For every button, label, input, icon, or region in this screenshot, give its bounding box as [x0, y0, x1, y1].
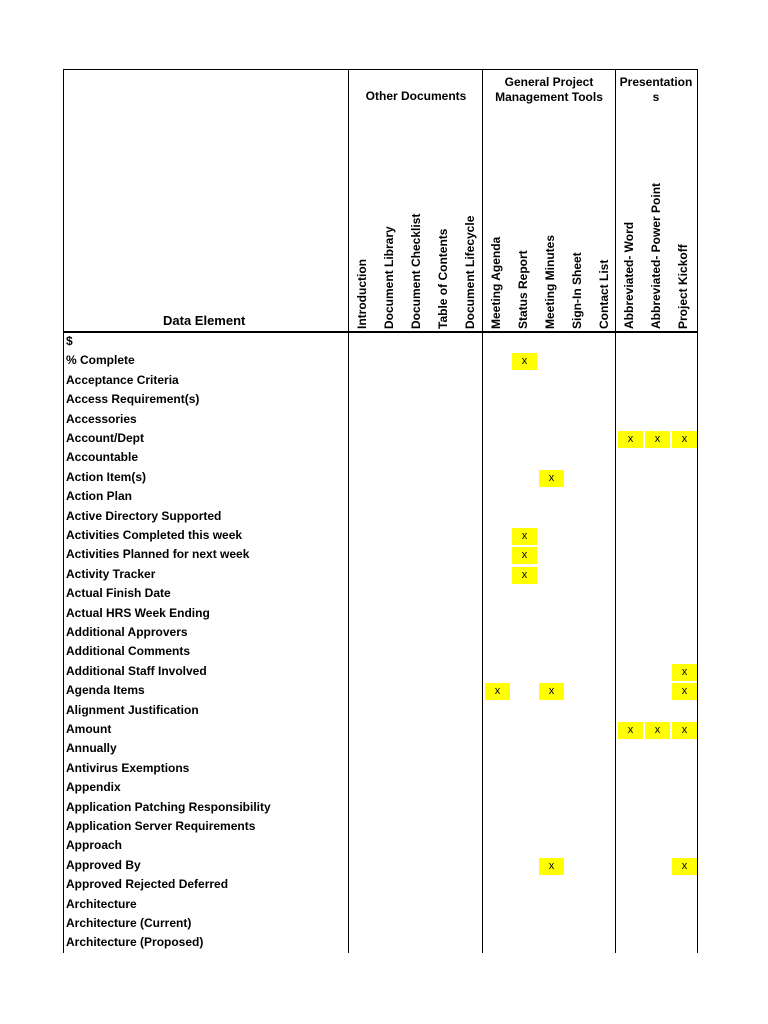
- mark-cell: x: [512, 567, 537, 584]
- row-label: Annually: [66, 741, 117, 756]
- mark-cell: x: [539, 858, 564, 875]
- row-label: Approved By: [66, 857, 141, 872]
- mark-cell: x: [672, 664, 697, 681]
- mark-cell: x: [512, 528, 537, 545]
- right-border: [697, 69, 698, 953]
- row-label: Active Directory Supported: [66, 508, 222, 523]
- row-label: Antivirus Exemptions: [66, 760, 190, 775]
- group-divider: [615, 69, 616, 953]
- mark-cell: x: [512, 547, 537, 564]
- column-header: Document Library: [382, 226, 396, 329]
- row-label: Additional Approvers: [66, 625, 188, 639]
- group-header-presentations: Presentations: [619, 75, 693, 104]
- column-header: Introduction: [355, 259, 369, 329]
- mark-cell: x: [512, 353, 537, 370]
- column-header: Project Kickoff: [676, 244, 690, 329]
- mark-cell: x: [645, 431, 670, 448]
- row-label: Amount: [66, 722, 112, 736]
- row-label: Architecture: [66, 896, 137, 911]
- row-label: Actual Finish Date: [66, 586, 171, 601]
- mark-cell: x: [672, 722, 697, 739]
- row-label: $: [66, 334, 73, 348]
- row-label: Accountable: [66, 450, 139, 465]
- mark-cell: x: [618, 431, 643, 448]
- mark-cell: x: [485, 683, 510, 700]
- column-header: Meeting Agenda: [489, 236, 503, 329]
- row-label: Access Requirement(s): [66, 392, 200, 407]
- mark-cell: x: [539, 470, 564, 487]
- row-label: Acceptance Criteria: [66, 372, 179, 387]
- mark-cell: x: [672, 431, 697, 448]
- row-label: Architecture (Current): [66, 916, 192, 930]
- left-border: [63, 69, 64, 953]
- row-label: Activities Planned for next week: [66, 547, 250, 562]
- mark-cell: x: [672, 683, 697, 700]
- column-header: Sign-In Sheet: [570, 252, 584, 329]
- mark-cell: x: [539, 683, 564, 700]
- group-divider: [482, 69, 483, 953]
- data-element-header: Data Element: [163, 313, 246, 328]
- row-label: Accessories: [66, 411, 137, 426]
- column-header: Document Checklist: [409, 213, 423, 329]
- row-label: Action Item(s): [66, 469, 147, 484]
- column-header: Table of Contents: [436, 228, 450, 329]
- row-label: Appendix: [66, 780, 121, 795]
- row-label: Approach: [66, 838, 123, 853]
- row-label: Activity Tracker: [66, 566, 156, 581]
- row-label: Application Patching Responsibility: [66, 799, 271, 814]
- column-header: Abbreviated- Power Point: [649, 182, 663, 329]
- row-label: Additional Staff Involved: [66, 663, 207, 678]
- row-label: Action Plan: [66, 489, 133, 504]
- mark-cell: x: [672, 858, 697, 875]
- column-header: Status Report: [516, 250, 530, 329]
- header-bottom-border: [63, 331, 698, 333]
- row-label: Agenda Items: [66, 683, 145, 698]
- row-label: Approved Rejected Deferred: [66, 877, 229, 892]
- row-label: Activities Completed this week: [66, 528, 243, 542]
- column-header: Document Lifecycle: [463, 215, 477, 329]
- mark-cell: x: [618, 722, 643, 739]
- mark-cell: x: [645, 722, 670, 739]
- group-header-other-documents: Other Documents: [365, 89, 467, 103]
- column-header: Abbreviated- Word: [622, 221, 636, 329]
- group-header-pm-tools: General Project Management Tools: [495, 75, 603, 104]
- row-label: Additional Comments: [66, 644, 191, 659]
- group-divider: [348, 69, 349, 953]
- row-label: Alignment Justification: [66, 702, 199, 717]
- column-header: Meeting Minutes: [543, 234, 557, 329]
- column-header: Contact List: [597, 259, 611, 329]
- row-label: % Complete: [66, 353, 135, 368]
- row-label: Application Server Requirements: [66, 819, 256, 833]
- row-label: Actual HRS Week Ending: [66, 605, 210, 620]
- row-label: Account/Dept: [66, 431, 144, 445]
- top-border: [63, 69, 698, 70]
- row-label: Architecture (Proposed): [66, 935, 204, 950]
